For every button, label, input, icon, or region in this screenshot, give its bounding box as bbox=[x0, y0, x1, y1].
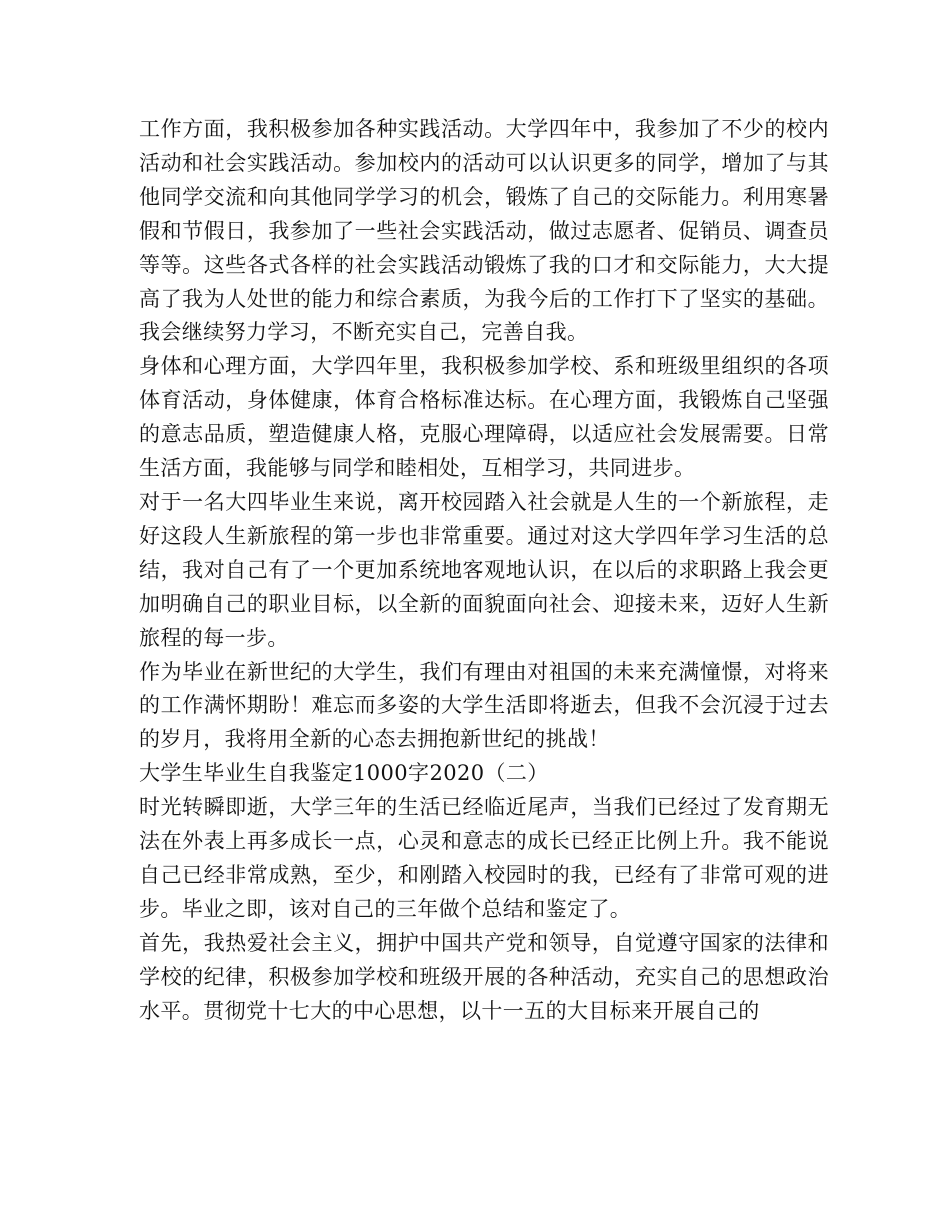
paragraph-body-mind: 身体和心理方面，大学四年里，我积极参加学校、系和班级里组织的各项体育活动，身体健康，体育合格标准达标。在心理方面，我锻炼自己坚强的意志品质，塑造健康人格，克服心理障碍，以适应社会发展需要。日常生活方面，我能够与同学和睦相处，互相学习，共同进步。 bbox=[139, 354, 829, 481]
paragraph-new-century: 作为毕业在新世纪的大学生，我们有理由对祖国的未来充满憧憬，对将来的工作满怀期盼！难忘而多姿的大学生活即将逝去，但我不会沉浸于过去的岁月，我将用全新的心态去拥抱新世纪的挑战！ bbox=[139, 659, 829, 752]
document-body bbox=[139, 113, 829, 1028]
section-heading: 大学生毕业生自我鉴定1000字2020（二） bbox=[139, 761, 549, 786]
paragraph-work: 工作方面，我积极参加各种实践活动。大学四年中，我参加了不少的校内活动和社会实践活动。参加校内的活动可以认识更多的同学，增加了与其他同学交流和向其他同学学习的机会，锻炼了自己的交际能力。利用寒暑假和节假日，我参加了一些社会实践活动，做过志愿者、促销员、调查员等等。这些各式各样的社会实践活动锻炼了我的口才和交际能力，大大提高了我为人处世的能力和综合素质，为我今后的工作打下了坚实的基础。我会继续努力学习，不断充实自己，完善自我。 bbox=[139, 117, 829, 345]
paragraph-first: 首先，我热爱社会主义，拥护中国共产党和领导，自觉遵守国家的法律和学校的纪律，积极参加学校和班级开展的各种活动，充实自己的思想政治水平。贯彻党十七大的中心思想，以十一五的大目标来开展自己的 bbox=[139, 930, 829, 1023]
paragraph-graduate: 对于一名大四毕业生来说，离开校园踏入社会就是人生的一个新旅程，走好这段人生新旅程的第一步也非常重要。通过对这大学四年学习生活的总结，我对自己有了一个更加系统地客观地认识，在以后的求职路上我会更加明确自己的职业目标，以全新的面貌面向社会、迎接未来，迈好人生新旅程的每一步。 bbox=[139, 489, 829, 650]
paragraph-time-flies: 时光转瞬即逝，大学三年的生活已经临近尾声，当我们已经过了发育期无法在外表上再多成长一点，心灵和意志的成长已经正比例上升。我不能说自己已经非常成熟，至少，和刚踏入校园时的我，已经有了非常可观的进步。毕业之即，该对自己的三年做个总结和鉴定了。 bbox=[139, 795, 829, 921]
